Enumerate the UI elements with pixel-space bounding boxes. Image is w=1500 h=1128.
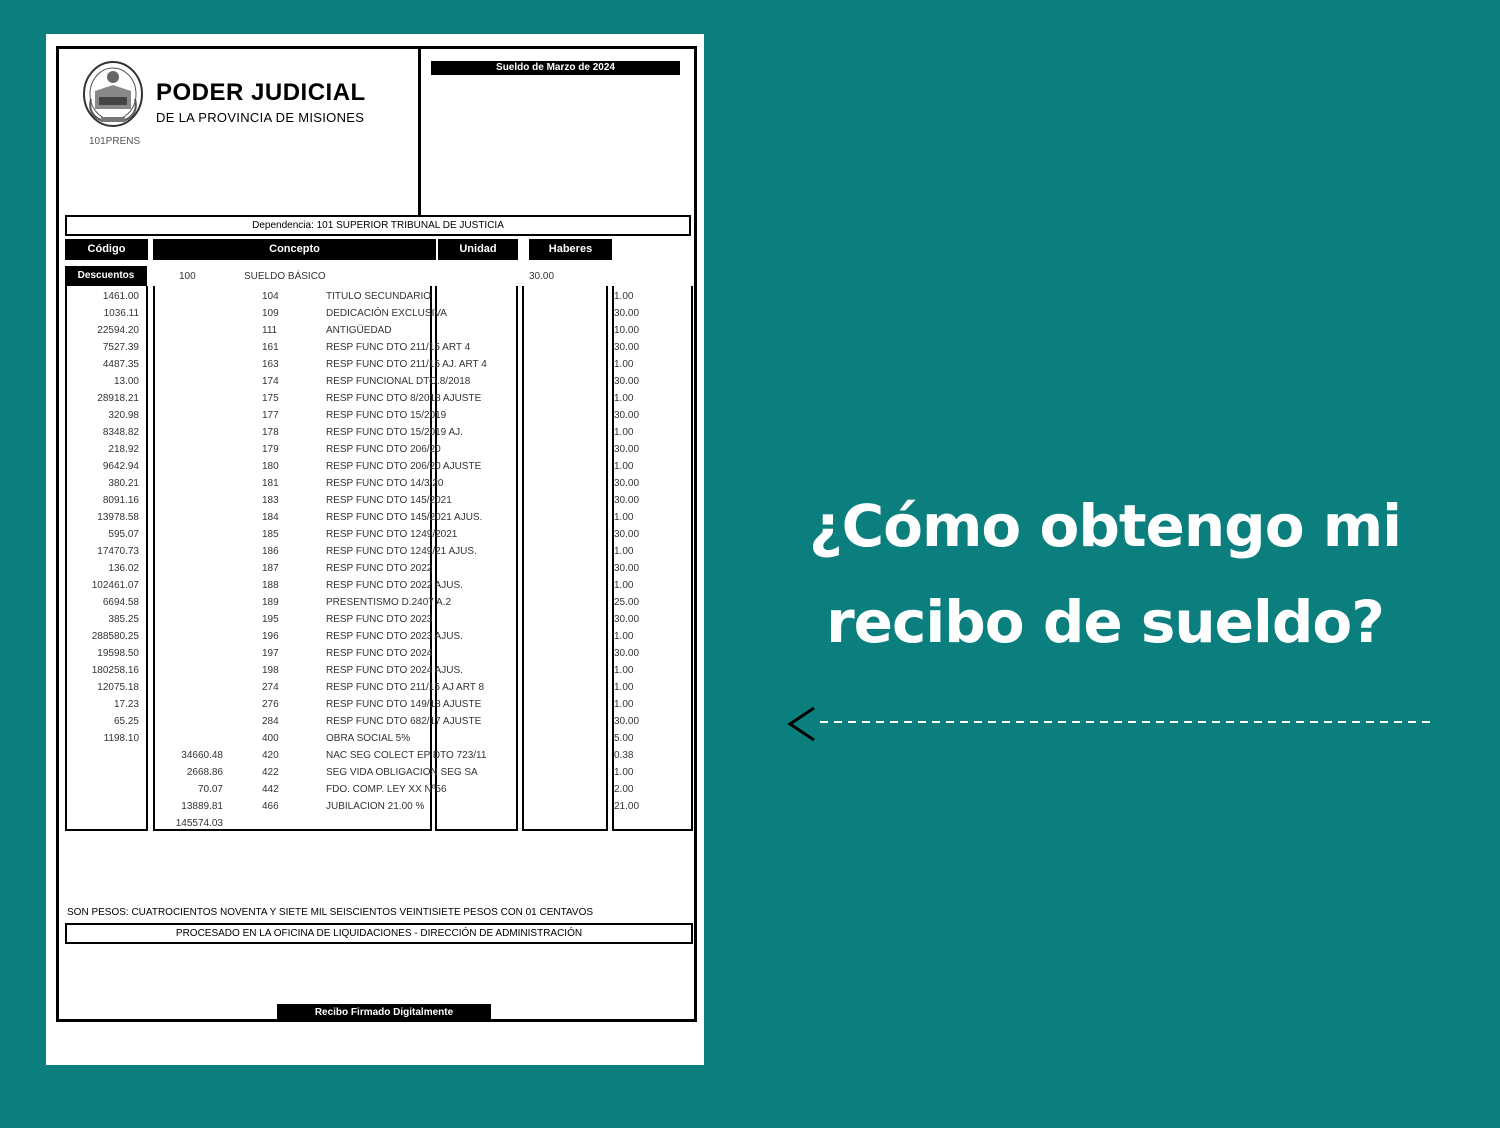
processed-by-label: PROCESADO EN LA OFICINA DE LIQUIDACIONES - DIRECCIÓN DE ADMINISTRACIÓN: [65, 923, 693, 944]
row-unit: 30.00: [614, 342, 640, 353]
dependency-label: Dependencia: 101 SUPERIOR TRIBUNAL DE JUSTICIA: [65, 215, 691, 236]
row-code: 174: [262, 376, 279, 387]
row-code: 185: [262, 529, 279, 540]
row-haberes: 180258.16: [91, 665, 139, 676]
column-header-haberes: Haberes: [529, 239, 612, 260]
row-concept: RESP FUNC DTO 15/2019: [326, 410, 447, 421]
row-concept: RESP FUNC DTO 15/2019 AJ.: [326, 427, 463, 438]
row-code: 163: [262, 359, 279, 370]
headline-line-1: ¿Cómo obtengo mi: [808, 492, 1402, 560]
row-code: 187: [262, 563, 279, 574]
row-code: 104: [262, 291, 279, 302]
row-unit: 30.00: [614, 308, 640, 319]
row-haberes: 7527.39: [102, 342, 139, 353]
row-unit: 1.00: [614, 631, 634, 642]
row-concept: RESP FUNC DTO 682/17 AJUSTE: [326, 716, 482, 727]
row-concept: RESP FUNC DTO 14/3/20: [326, 478, 444, 489]
row-code: 276: [262, 699, 279, 710]
row-unit: 30.00: [614, 648, 640, 659]
row-unit: 1.00: [614, 461, 634, 472]
org-code: 101PRENS: [89, 136, 141, 147]
row-code: 196: [262, 631, 279, 642]
headline: [780, 478, 1430, 670]
row-concept: DEDICACIÓN EXCLUSIVA: [326, 308, 447, 319]
row-code: 197: [262, 648, 279, 659]
row-haberes: 136.02: [108, 563, 139, 574]
row-haberes: 1461.00: [102, 291, 139, 302]
dashed-left-arrow-icon: [786, 704, 1434, 744]
row-concept: RESP FUNC DTO 8/2018 AJUSTE: [326, 393, 482, 404]
row-haberes: 320.98: [108, 410, 139, 421]
column-header-concepto: Concepto: [153, 239, 436, 260]
row-concept: RESP FUNC DTO 1249/21 AJUS.: [326, 546, 477, 557]
row-code: 177: [262, 410, 279, 421]
row-unit: 30.00: [614, 716, 640, 727]
row-concept: RESP FUNC DTO 145/2021 AJUS.: [326, 512, 483, 523]
row-unit: 10.00: [614, 325, 640, 336]
row-descuentos: 13889.81: [181, 801, 223, 812]
row-concept: RESP FUNC DTO 206/20 AJUSTE: [326, 461, 482, 472]
row-code: 189: [262, 597, 279, 608]
row-concept: RESP FUNCIONAL DTO.8/2018: [326, 376, 471, 387]
receipt-frame: [56, 46, 697, 1022]
row-unit: 1.00: [614, 546, 634, 557]
row-unit: 30.00: [614, 614, 640, 625]
row-unit: 21.00: [614, 801, 640, 812]
row-code: 111: [262, 325, 278, 336]
row-haberes: 8348.82: [102, 427, 139, 438]
row-code: 284: [262, 716, 279, 727]
row-code: 175: [262, 393, 279, 404]
row-code: 195: [262, 614, 279, 625]
row-unit: 1.00: [614, 580, 634, 591]
row-haberes: 288580.25: [91, 631, 139, 642]
row-haberes: 6694.58: [102, 597, 139, 608]
row-concept: RESP FUNC DTO 2024 AJUS.: [326, 665, 463, 676]
row-code: 466: [262, 801, 279, 812]
row-code: 422: [262, 767, 279, 778]
receipt-header-left: [59, 49, 421, 216]
column-divider: [691, 286, 693, 831]
row-haberes: 17470.73: [97, 546, 139, 557]
row-unit: 5.00: [614, 733, 634, 744]
row-code: 186: [262, 546, 279, 557]
row-concept: FDO. COMP. LEY XX Nº56: [326, 784, 447, 795]
row-concept: TITULO SECUNDARIO: [326, 291, 432, 302]
row-unit: 30.00: [614, 495, 640, 506]
row-concept: RESP FUNC DTO 2022: [326, 563, 433, 574]
row-unit: 25.00: [614, 597, 640, 608]
row-unit: 1.00: [614, 665, 634, 676]
column-bottom-rule: [435, 829, 518, 831]
row-unit: 1.00: [614, 699, 634, 710]
row-descuentos: 70.07: [197, 784, 223, 795]
row-haberes: 13.00: [113, 376, 139, 387]
row-code: 181: [262, 478, 279, 489]
row-unit: 30.00: [614, 563, 640, 574]
row-unit: 30.00: [614, 444, 640, 455]
row-unit: 30.00: [614, 376, 640, 387]
row-haberes: 12075.18: [97, 682, 139, 693]
row-code: 274: [262, 682, 279, 693]
row-concept: JUBILACION 21.00 %: [326, 801, 425, 812]
row-code: 198: [262, 665, 279, 676]
row-concept: PRESENTISMO D.2407 A.2: [326, 597, 452, 608]
row-concept: RESP FUNC DTO 2023: [326, 614, 433, 625]
row-code: 420: [262, 750, 279, 761]
row-unit: 1.00: [614, 291, 634, 302]
row-unit: 2.00: [614, 784, 634, 795]
row-concept: SEG VIDA OBLIGACION SEG SA: [326, 767, 478, 778]
row-concept: RESP FUNC DTO 211/15 AJ ART 8: [326, 682, 485, 693]
row-unit: 30.00: [614, 410, 640, 421]
digitally-signed-label: Recibo Firmado Digitalmente: [277, 1004, 491, 1022]
row-unit: 1.00: [614, 359, 634, 370]
row-unit: 1.00: [614, 682, 634, 693]
headline-line-2: recibo de sueldo?: [826, 588, 1384, 656]
org-title: PODER JUDICIAL: [156, 79, 366, 106]
row-concept: RESP FUNC DTO 149/18 AJUSTE: [326, 699, 482, 710]
column-bottom-rule: [612, 829, 693, 831]
first-row-concept: SUELDO BÁSICO: [244, 271, 326, 282]
salary-period: Sueldo de Marzo de 2024: [431, 61, 680, 75]
column-bottom-rule: [522, 829, 608, 831]
row-code: 178: [262, 427, 279, 438]
row-haberes: 28918.21: [97, 393, 139, 404]
row-concept: RESP FUNC DTO 145/2021: [326, 495, 452, 506]
row-concept: OBRA SOCIAL 5%: [326, 733, 411, 744]
salary-receipt-document: [46, 34, 704, 1065]
row-concept: RESP FUNC DTO 2024: [326, 648, 433, 659]
row-concept: ANTIGÜEDAD: [326, 325, 392, 336]
row-code: 400: [262, 733, 279, 744]
org-subtitle: DE LA PROVINCIA DE MISIONES: [156, 110, 365, 125]
row-haberes: 22594.20: [97, 325, 139, 336]
row-descuentos: 34660.48: [181, 750, 223, 761]
row-unit: 1.00: [614, 393, 634, 404]
receipt-header-right: [421, 49, 697, 216]
row-descuentos: 145574.03: [175, 818, 223, 829]
row-haberes: 19598.50: [97, 648, 139, 659]
amount-in-words: SON PESOS: CUATROCIENTOS NOVENTA Y SIETE MIL SEISCIENTOS VEINTISIETE PESOS CON 01 CENTAVOS: [67, 907, 594, 918]
row-code: 188: [262, 580, 279, 591]
row-haberes: 595.07: [108, 529, 139, 540]
row-concept: RESP FUNC DTO 211/15 AJ. ART 4: [326, 359, 487, 370]
row-code: 184: [262, 512, 279, 523]
row-code: 161: [262, 342, 279, 353]
row-concept: RESP FUNC DTO 2022 AJUS.: [326, 580, 463, 591]
row-haberes: 4487.35: [102, 359, 139, 370]
row-concept: RESP FUNC DTO 2023 AJUS.: [326, 631, 463, 642]
row-descuentos: 2668.86: [186, 767, 223, 778]
row-concept: RESP FUNC DTO 206/20: [326, 444, 441, 455]
coat-of-arms-icon: [81, 59, 145, 129]
row-code: 183: [262, 495, 279, 506]
row-unit: 30.00: [614, 529, 640, 540]
row-code: 180: [262, 461, 279, 472]
row-haberes: 385.25: [108, 614, 139, 625]
row-haberes: 8091.16: [102, 495, 139, 506]
column-header-unidad: Unidad: [438, 239, 518, 260]
row-code: 179: [262, 444, 279, 455]
row-unit: 0.38: [614, 750, 634, 761]
row-haberes: 1198.10: [103, 733, 139, 744]
row-haberes: 380.21: [108, 478, 139, 489]
row-haberes: 1036.11: [103, 308, 139, 319]
row-haberes: 65.25: [113, 716, 139, 727]
first-row-code: 100: [179, 271, 196, 282]
row-code: 442: [262, 784, 279, 795]
row-haberes: 9642.94: [102, 461, 139, 472]
row-unit: 1.00: [614, 767, 634, 778]
row-unit: 1.00: [614, 512, 634, 523]
first-row-unit: 30.00: [529, 271, 555, 282]
row-haberes: 102461.07: [91, 580, 139, 591]
row-haberes: 218.92: [108, 444, 139, 455]
row-concept: RESP FUNC DTO 1249/2021: [326, 529, 458, 540]
column-header-descuentos: Descuentos: [65, 266, 147, 286]
row-haberes: 17.23: [113, 699, 139, 710]
row-unit: 30.00: [614, 478, 640, 489]
column-header-codigo: Código: [65, 239, 148, 260]
row-haberes: 13978.58: [97, 512, 139, 523]
row-concept: RESP FUNC DTO 211/15 ART 4: [326, 342, 471, 353]
column-divider: [606, 286, 608, 831]
row-code: 109: [262, 308, 279, 319]
row-concept: NAC SEG COLECT EP DTO 723/11: [326, 750, 487, 761]
row-unit: 1.00: [614, 427, 634, 438]
